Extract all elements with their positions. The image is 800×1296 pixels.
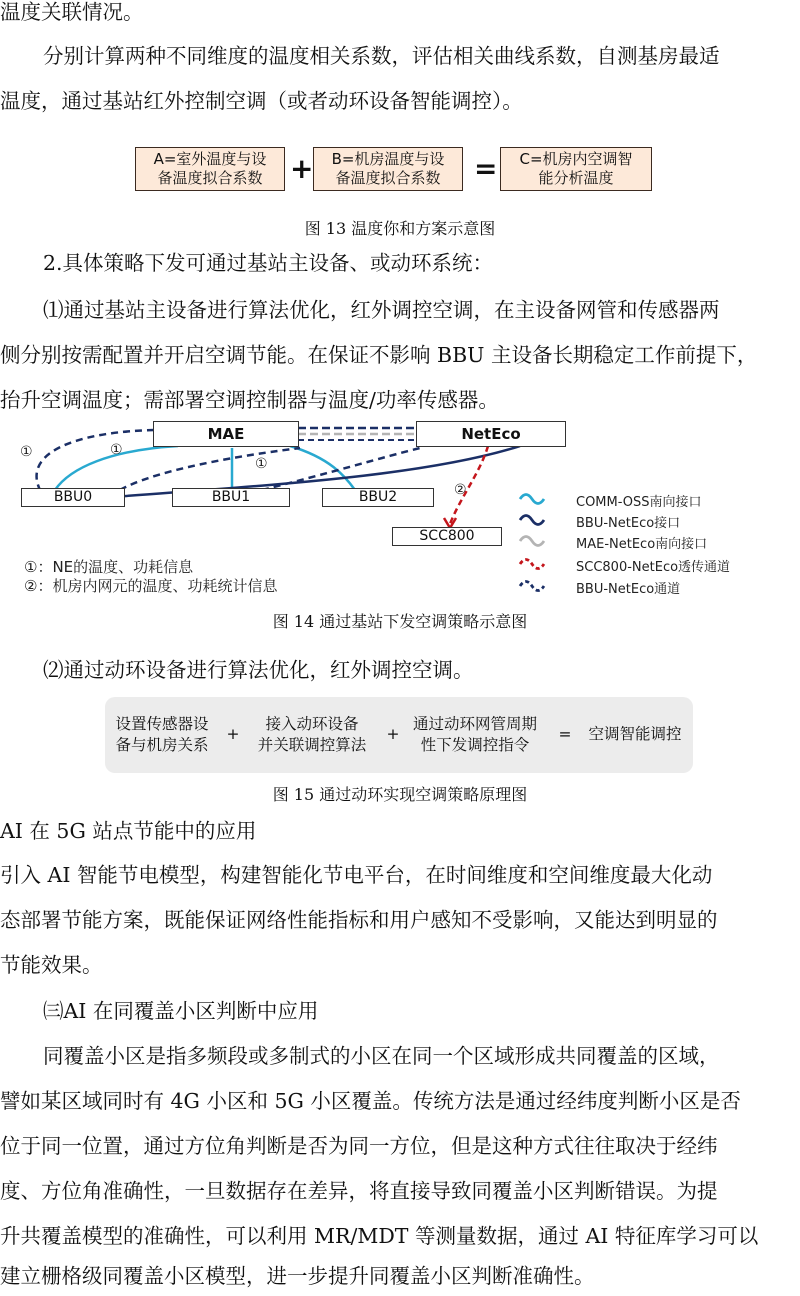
- step-3: [405, 714, 545, 756]
- neteco-node: NetEco: [416, 421, 566, 447]
- paragraph-line: 分别计算两种不同维度的温度相关系数，评估相关曲线系数，自测基房最适: [43, 44, 720, 68]
- legend-item: BBU-NetEco通道: [576, 582, 681, 597]
- formula-box-a: [135, 147, 285, 191]
- section-heading: ㈢AI 在同覆盖小区判断中应用: [43, 999, 319, 1023]
- paragraph-line: ⑴通过基站主设备进行算法优化，红外调控空调，在主设备网管和传感器两: [43, 298, 720, 322]
- figure-15-caption: 图 15 通过动环实现空调策略原理图: [272, 785, 528, 804]
- legend-item: BBU-NetEco接口: [576, 516, 681, 531]
- equals-operator: =: [474, 152, 498, 185]
- note-1: ①：NE的温度、功耗信息: [24, 558, 194, 576]
- bbu1-node: BBU1: [172, 488, 290, 507]
- paragraph-line: 温度，通过基站红外控制空调（或者动环设备智能调控）。: [0, 89, 523, 113]
- step-result: 空调智能调控: [588, 725, 682, 743]
- plus-operator: +: [386, 725, 400, 743]
- step-2-line1: 接入动环设备: [265, 715, 359, 733]
- bbu0-node: BBU0: [21, 488, 125, 507]
- paragraph-line: 度、方位角准确性，一旦数据存在差异，将直接导致同覆盖小区判断错误。为提: [0, 1179, 718, 1203]
- paragraph-line: 抬升空调温度；需部署空调控制器与温度/功率传感器。: [0, 388, 499, 412]
- paragraph-line: 侧分别按需配置并开启空调节能。在保证不影响 BBU 主设备长期稳定工作前提下，: [0, 343, 758, 367]
- paragraph-line: 引入 AI 智能节电模型，构建智能化节电平台，在时间维度和空间维度最大化动: [0, 863, 713, 887]
- paragraph-line: ⑵通过动环设备进行算法优化，红外调控空调。: [43, 658, 474, 682]
- note-2: ②：机房内网元的温度、功耗统计信息: [24, 577, 278, 595]
- box-a-line2: 备温度拟合系数: [157, 169, 263, 187]
- paragraph-line: 节能效果。: [0, 953, 103, 977]
- mark-2: ②: [454, 482, 467, 498]
- figure-13-caption: 图 13 温度你和方案示意图: [304, 219, 496, 238]
- paragraph-line: 温度关联情况。: [0, 0, 144, 24]
- step-1: [107, 714, 217, 756]
- paragraph-line: 升共覆盖模型的准确性，可以利用 MR/MDT 等测量数据，通过 AI 特征库学习可以: [0, 1224, 759, 1248]
- paragraph-line: 建立栅格级同覆盖小区模型，进一步提升同覆盖小区判断准确性。: [0, 1264, 595, 1288]
- scc800-node: SCC800: [392, 527, 502, 546]
- paragraph-line: 2.具体策略下发可通过基站主设备、或动环系统：: [43, 251, 494, 275]
- formula-box-b: [313, 147, 463, 191]
- equals-operator: =: [558, 725, 572, 743]
- mark-1: ①: [20, 444, 33, 460]
- plus-operator: +: [290, 152, 314, 185]
- legend-item: SCC800-NetEco透传通道: [576, 560, 731, 575]
- paragraph-line: 位于同一位置，通过方位角判断是否为同一方位，但是这种方式往往取决于经纬: [0, 1134, 718, 1158]
- mark-1: ①: [255, 456, 268, 472]
- paragraph-line: 态部署节能方案，既能保证网络性能指标和用户感知不受影响，又能达到明显的: [0, 908, 718, 932]
- paragraph-line: 同覆盖小区是指多频段或多制式的小区在同一个区域形成共同覆盖的区域，: [43, 1044, 720, 1068]
- legend-item: COMM-OSS南向接口: [576, 495, 702, 510]
- box-c-line2: 能分析温度: [538, 169, 614, 187]
- step-2: [247, 714, 377, 756]
- paragraph-line: 譬如某区域同时有 4G 小区和 5G 小区覆盖。传统方法是通过经纬度判断小区是否: [0, 1089, 741, 1113]
- mae-node: MAE: [153, 421, 299, 447]
- figure-15-panel: [105, 697, 693, 773]
- mark-1: ①: [110, 442, 123, 458]
- step-3-line2: 性下发调控指令: [420, 736, 530, 754]
- bbu2-node: BBU2: [322, 488, 434, 507]
- step-2-line2: 并关联调控算法: [257, 736, 367, 754]
- step-1-line1: 设置传感器设: [115, 715, 209, 733]
- box-c-line1: C=机房内空调智: [519, 150, 633, 168]
- box-b-line2: 备温度拟合系数: [335, 169, 441, 187]
- legend-item: MAE-NetEco南向接口: [576, 537, 708, 552]
- figure-14-diagram: [0, 418, 800, 596]
- figure-14-caption: 图 14 通过基站下发空调策略示意图: [272, 612, 528, 631]
- section-heading: AI 在 5G 站点节能中的应用: [0, 819, 257, 843]
- step-3-line1: 通过动环网管周期: [412, 715, 537, 733]
- formula-box-c: [500, 147, 652, 191]
- box-a-line1: A=室外温度与设: [153, 150, 267, 168]
- box-b-line1: B=机房温度与设: [331, 150, 445, 168]
- plus-operator: +: [226, 725, 240, 743]
- step-1-line2: 备与机房关系: [115, 736, 209, 754]
